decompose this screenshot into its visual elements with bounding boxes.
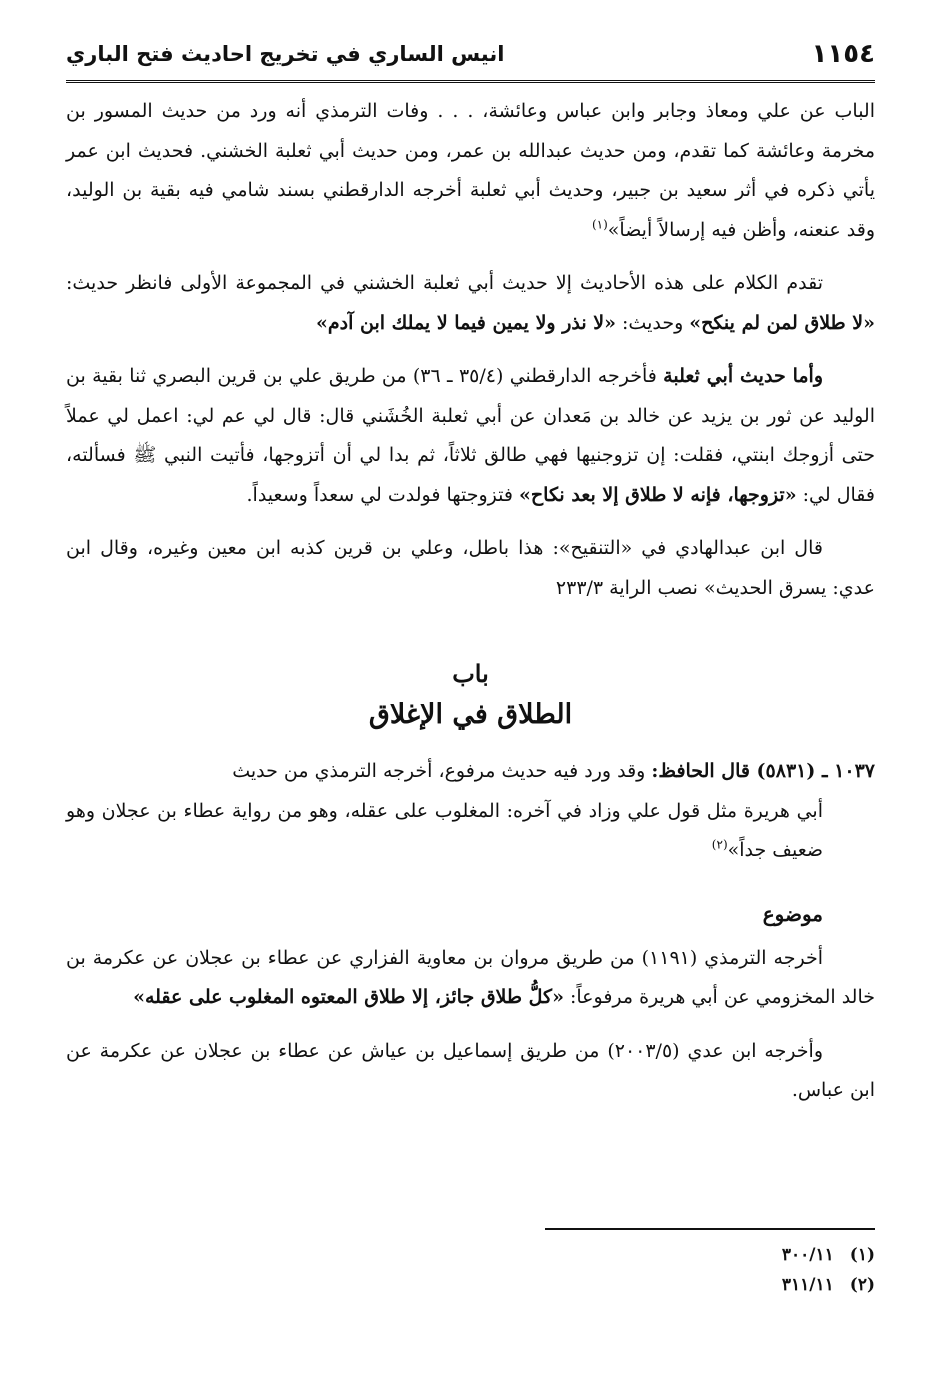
chapter-label: باب	[452, 659, 489, 688]
paragraph-2: تقدم الكلام على هذه الأحاديث إلا حديث أبي ثعلبة الخشني في المجموعة الأولى فانظر حديث: «لا طلاق لمن لم ينكح» وحديث: «لا نذر ولا يمين فيما لا يملك ابن آدم»	[66, 272, 875, 334]
header-rule	[66, 80, 875, 86]
footnote-1	[782, 1240, 875, 1270]
page-header	[66, 34, 875, 74]
footnote-ref-2: (٢)	[711, 837, 728, 852]
footnote-mark: (١)	[849, 1245, 875, 1265]
footnote-mark: (٢)	[849, 1275, 875, 1295]
entry-number: ١٠٣٧ ـ (٥٨٣١) قال الحافظ:	[651, 760, 875, 782]
page-body	[66, 92, 875, 1111]
footnote-text: ٣٠٠/١١	[781, 1245, 834, 1265]
hadith-quote: «لا طلاق لمن لم ينكح»	[689, 311, 875, 334]
section-lead: وأما حديث أبي ثعلبة	[663, 365, 824, 387]
chapter-title: الطلاق في الإغلاق	[368, 699, 573, 730]
paragraph-6: أخرجه الترمذي (١١٩١) من طريق مروان بن معاوية الفزاري عن عطاء بن عجلان عن عكرمة بن خالد المخزومي عن أبي هريرة مرفوعاً: «كلُّ طلاق جائز، إلا طلاق المعتوه المغلوب على عقله»	[66, 946, 875, 1008]
hadith-quote: «كلُّ طلاق جائز، إلا طلاق المعتوه المغلوب على عقله»	[133, 986, 564, 1008]
entry-1037-quote: أبي هريرة مثل قول علي وزاد في آخره: المغلوب على عقله، وهو من رواية عطاء بن عجلان وهو ضعيف جداً»$^{(٢)}$	[66, 799, 823, 861]
grade-heading: موضوع	[762, 901, 823, 926]
paragraph-1: الباب عن علي ومعاذ وجابر وابن عباس وعائشة، . . . وفات الترمذي أنه ورد من حديث المسور بن مخرمة وعائشة كما تقدم، ومن حديث عبدالله بن عمر، ومن حديث أبي ثعلبة الخشني. فحديث ابن عمر يأتي ذكره في أثر سعيد بن جبير، وحديث أبي ثعلبة أخرجه الدارقطني بسند شامي فيه بقية بن الوليد، وقد عنعنه، وأظن فيه إرسالاً أيضاً»$^{(١)}$	[66, 100, 875, 241]
footnote-text: ٣١١/١١	[781, 1275, 834, 1295]
hadith-quote: «تزوجها، فإنه لا طلاق إلا بعد نكاح»	[519, 483, 797, 506]
footnotes	[782, 1240, 875, 1300]
paragraph-7: وأخرجه ابن عدي (٢٠٠٣/٥) من طريق إسماعيل بن عياش عن عطاء بن عجلان عن عكرمة عن ابن عباس.	[66, 1039, 875, 1101]
hadith-quote: «لا نذر ولا يمين فيما لا يملك ابن آدم»	[316, 311, 616, 334]
entry-1037-first-line: ١٠٣٧ ـ (٥٨٣١) قال الحافظ: وقد ورد فيه حديث مرفوع، أخرجه الترمذي من حديث	[232, 760, 875, 782]
paragraph-3: وأما حديث أبي ثعلبة فأخرجه الدارقطني (٣٥/٤ ـ ٣٦) من طريق علي بن قرين البصري ثنا بقية بن الوليد عن ثور بن يزيد عن خالد بن مَعدان عن أبي ثعلبة الخُشَني قال: قال لي عم لي: اعمل لي عملاً حتى أزوجك ابنتي، فقلت: إن تزوجنيها فهي طالق ثلاثاً، ثم بدا لي أن أتزوجها، فأتيت النبي ﷺ فسألته، فقال لي: «تزوجها، فإنه لا طلاق إلا بعد نكاح» فتزوجتها فولدت لي سعداً وسعيداً.	[66, 365, 875, 506]
footnote-rule	[545, 1228, 875, 1230]
page-number: ١١٥٤	[811, 39, 875, 69]
paragraph-4: قال ابن عبدالهادي في «التنقيح»: هذا باطل، وعلي بن قرين كذبه ابن معين وغيره، وقال ابن عدي: يسرق الحديث» نصب الراية ٢٣٣/٣	[66, 537, 875, 599]
footnote-ref-1: (١)	[591, 217, 608, 232]
footnote-2	[782, 1270, 875, 1300]
running-title: انيس الساري في تخريج احاديث فتح الباري	[66, 42, 505, 66]
